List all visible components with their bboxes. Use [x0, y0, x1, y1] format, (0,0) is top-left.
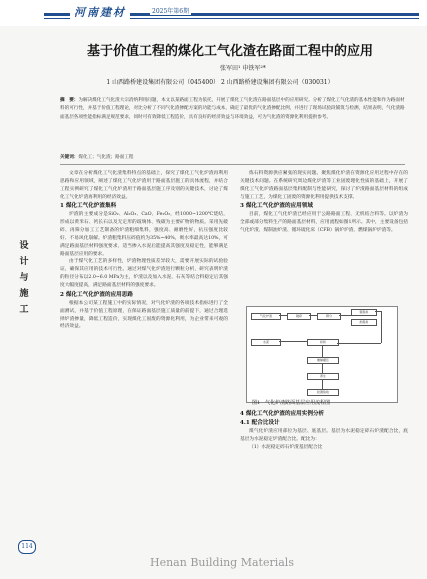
paragraph: 文章在分析煤化工气化渣集料特点的基础上，探究了煤化工气化炉渣再利用思路和应用领域，阐述了煤化工气化炉渣用于路面基层施工的具体流程，并结合工程实例研究了煤化工气化炉渣用于路面基层施工序及别的关键技术，讨论了煤化工气化炉渣再利用的经济效益。 [60, 171, 228, 200]
article-authors: 张军田¹ 申铁军²* [220, 65, 266, 72]
figure-caption: 图1 气化炉渣路面基层应用流程图 [252, 400, 331, 406]
section-heading: 1 煤化工气化炉渣集料 [60, 203, 117, 210]
paragraph: 炼石料资源供应紧张的现实问题。聚焦煤化炉渣在资源化应用过程中存在的关键技术问题。在系统研究周边煤化炉渣等工业固废理化性质的基础上，开展了煤化工气化炉渣路面基层集料配制与性能研究，探讨了炉渣路面基层材料的组成与施工工艺，为煤化工固废的资源化利用提供技术支撑。 [240, 171, 408, 200]
flow-box: 破碎 [287, 313, 311, 320]
section-heading: 4 煤化工气化炉渣的应用实例分析 [240, 411, 325, 417]
section-heading: 3 煤化工气化炉渣的应用领域 [240, 203, 313, 210]
flow-arrow [381, 311, 382, 343]
flow-arrow [337, 343, 381, 344]
flow-arrow [309, 315, 317, 316]
flow-box: 筛分 [317, 313, 341, 320]
section-heading: 2 煤化工气化炉渣的应用思路 [60, 291, 133, 298]
flow-box: 气化炉渣 [251, 313, 281, 320]
flow-arrow [322, 363, 323, 373]
page-header [0, 0, 427, 26]
flow-arrow [279, 341, 307, 342]
flow-arrow [279, 315, 287, 316]
flow-box: 粗集料 [351, 309, 377, 316]
section-side-label: 设计与施工 [19, 241, 29, 315]
flow-box: 检测验收 [307, 389, 339, 396]
paragraph: 炉渣的主要成分是SiO₂、Al₂O₃、CaO、Fe₂O₃，经1000~1200℃烧结，形成以黄米石、钙长石以及无定形的玻璃体、残碳为主要矿物的物质。采用先破碎、再筛分加工工艺制备的炉渣粗细集料，强度高、耐磨性好，抗压强度比较好、不易风化崩解。炉渣粗集料压碎值约为35%~40%，吸水率最高达10%，可满足路面基层材料强度要求，适当掺入水泥后能提高其强度及稳定性，能够满足路面基层应用的要求。 [60, 212, 228, 257]
abstract-text: 为解决煤化工气化渣大宗消纳利用问题，本文以某路面工程为依托，开展了煤化工气化渣在路面基层中的应用研究。分析了煤化工气化渣的基本性能和作为路面材料的可行性，并基于价值工程理论，对比分析了不同气化渣掺配方案的功能与成本，确定了最优的气化渣掺配比例，并进行了现场试验段铺筑与检测，结果表明，气化渣路面基层各项性能指标满足规范要求，同时可有效降低工程造价，具有良好的经济效益与环境效益，可为气化渣的资源化利用提供参考。 [60, 98, 405, 120]
subsection-heading: 4.1 配合比设计 [240, 420, 280, 426]
keywords-label: 关键词： [60, 155, 79, 160]
article-title: 基于价值工程的煤化工气化渣在路面工程中的应用 [86, 44, 373, 59]
flow-box: 摊铺碾压 [307, 357, 339, 364]
paragraph: 煤气化炉渣应用部位为基层、底基层。基层为水泥稳定碎石炉渣配合比，底基层为水泥稳定炉渣配合比。配比为： [240, 429, 408, 442]
paragraph: （1）水泥稳定碎石炉渣基层配合比 [249, 444, 323, 450]
author-affiliations: 1 山西路桥建设集团有限公司（045400） 2 山西路桥建设集团有限公司（030031） [106, 79, 334, 86]
right-column-lower [240, 409, 408, 452]
footer-journal-name: Henan Building Materials [150, 556, 294, 569]
abstract-divider [60, 164, 405, 165]
keywords-text: 煤化工；气化渣；路面工程 [78, 155, 134, 160]
flow-box: 细集料 [351, 319, 377, 326]
flow-arrow [339, 315, 351, 316]
keywords [60, 154, 405, 160]
right-column [240, 170, 408, 235]
paragraph: 目前，煤化工气化炉渣已经应用于公路路面工程、无机结合料等。以炉渣为全部或部分集料生产的路面基层材料，应用流程如图1所示。其中，主要设备包括气化炉渣、煤制油炉渣、循环硫化床（CFB）锅炉炉渣、燃煤锅炉炉渣等。 [240, 212, 408, 234]
abstract-label: 摘 要： [60, 98, 79, 103]
flowchart-figure [246, 306, 398, 403]
paragraph: 根据本公司某工程施工中的实际情况，对气化炉渣的各项技术指标进行了全面测试，并基于价值工程原理，在保证路面基层施工质量的前提下，通过合理选择炉渣掺量，降低工程造价，实现煤化工固废的资源化利用，为企业带来可观的经济效益。 [60, 300, 228, 330]
journal-name: 河南建材 [70, 4, 130, 20]
abstract [60, 97, 405, 122]
flow-arrow [322, 345, 323, 357]
flow-arrow [322, 379, 323, 389]
issue-label: 2025年第6期 [152, 8, 190, 15]
flow-box: 水泥 [251, 339, 281, 346]
left-column [60, 170, 228, 550]
flow-box: 拌和 [307, 339, 339, 346]
page-number: 114 [18, 540, 36, 554]
paragraph: 由于煤气化工艺的多样性，炉渣物理性质差异较大，需要开展实际的试验验证，确保其应用的技术可行性。通过对煤气化炉渣进行颗粒分析，研究表明炉渣的粒径分布以2.0~6.0 MPa为主，炉渣以及加入水泥、石灰等结合料稳定后其强度大幅度提高，满足路面基层材料的强度要求。 [60, 259, 228, 288]
flow-box: 养生 [307, 373, 339, 380]
